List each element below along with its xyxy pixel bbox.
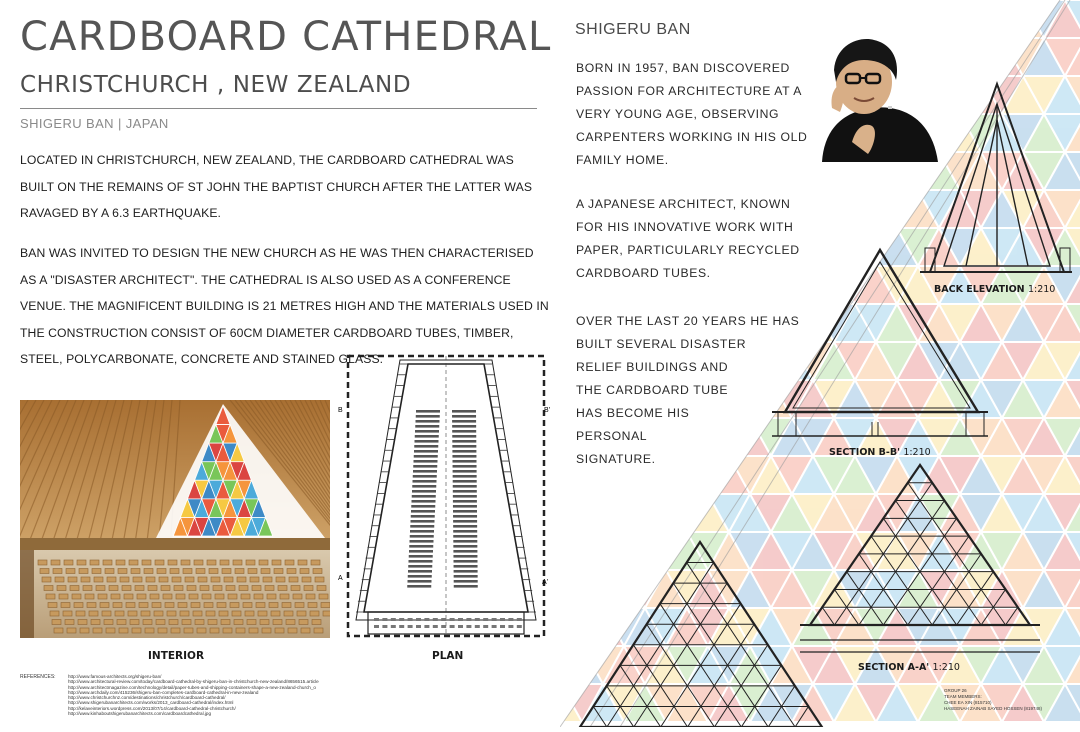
description-paragraph-1: LOCATED IN CHRISTCHURCH, NEW ZEALAND, THE CARDBOARD CATHEDRAL WAS BUILT ON THE REMAINS OF ST JOHN THE BAPTIST CHURCH AFTER THE LATTER WAS RAVAGED BY A 6.3 EARTHQUAKE. <box>20 153 533 220</box>
reference-link[interactable]: http://kelaveinteriors.wordpress.com/2013/07/14/cardboard-cathedral-christchurch/ <box>68 705 236 711</box>
title-divider <box>20 108 537 109</box>
team-members-label: TEAM MEMBERS: <box>944 694 982 699</box>
plan-caption: PLAN <box>432 650 464 662</box>
section-bb-title: SECTION B-B' <box>829 447 900 458</box>
plan-marker-a-left: A <box>338 575 343 582</box>
plan-marker-b-left: B <box>338 407 343 414</box>
section-bb-label <box>829 447 931 458</box>
architect-byline: SHIGERU BAN | JAPAN <box>20 116 169 131</box>
architect-portrait <box>812 30 942 162</box>
reference-link[interactable]: http://www.architectural-review.com/today/cardboard-cathedral-by-shigeru-ban-in-christchurch-new-zealand/8656515.article <box>68 679 319 685</box>
team-member-1: CHEE EA XIN (815710) <box>944 700 992 705</box>
group-number: GROUP 26 <box>944 688 967 693</box>
team-info <box>944 688 1042 712</box>
reference-link[interactable]: http://www.archdaily.com/415236/shigeru-ban-completes-cardboard-cathedral-in-new-zealand <box>68 689 259 695</box>
biography-paragraph-1: BORN IN 1957, BAN DISCOVERED PASSION FOR ARCHITECTURE AT A VERY YOUNG AGE, OBSERVING CARPENTERS WORKING IN HIS OLD FAMILY HOME. <box>576 61 808 167</box>
reference-link[interactable]: http://www.christchurchnz.com/destinations/christchurch/cardboard-cathedral/ <box>68 695 226 701</box>
floor-plan-svg <box>338 350 554 642</box>
team-member-2: HASEENAH ZAINAB SAYED HOSSEN (819748) <box>944 706 1042 711</box>
biography-paragraph-3: OVER THE LAST 20 YEARS HE HAS BUILT SEVERAL DISASTER RELIEF BUILDINGS AND THE CARDBOARD TUBE HAS BECOME HIS PERSONAL SIGNATURE. <box>576 314 800 466</box>
plan-marker-a-right: A' <box>542 579 549 586</box>
architect-name: SHIGERU BAN <box>575 21 691 38</box>
references-label: REFERENCES: <box>20 674 56 680</box>
section-aa-scale: 1:210 <box>932 662 960 673</box>
reference-link[interactable]: http://www.famous-architects.org/shigeru-ban/ <box>68 674 162 679</box>
poster-subtitle: CHRISTCHURCH , NEW ZEALAND <box>20 72 412 98</box>
plan-marker-b-right: B' <box>544 407 551 414</box>
section-bb-scale: 1:210 <box>903 447 931 458</box>
reference-link[interactable]: http://www.architectmagazine.com/technology/detail/paper-tubes-and-shipping-containers-shape-a-new-zealand-church_o <box>68 684 316 690</box>
section-aa-title: SECTION A-A' <box>858 662 930 673</box>
interior-photo <box>20 400 330 638</box>
interior-caption: INTERIOR <box>148 650 205 662</box>
floor-plan-drawing <box>338 350 554 642</box>
section-aa-label <box>858 662 960 673</box>
description-paragraph-2: BAN WAS INVITED TO DESIGN THE NEW CHURCH AS HE WAS THEN CHARACTERISED AS A "DISASTER ARCHITECT". THE CATHEDRAL IS ALSO USED AS A CONFERENCE VENUE. THE MAGNIFICENT BUILDING IS 21 METRES HIGH AND THE MATERIALS USED IN THE CONSTRUCTION CONSIST OF 60CM DIAMETER CARDBOARD TUBES, TIMBER, STEEL, POLYCARBONATE, CONCRETE AND STAINED GLASS. <box>20 246 549 366</box>
reference-link[interactable]: http://www.shigerubanarchitects.com/works/2013_cardboard-cathedral/index.html <box>68 700 234 706</box>
poster-title: CARDBOARD CATHEDRAL <box>20 14 552 60</box>
references-list <box>68 674 498 726</box>
back-elevation-scale: 1:210 <box>1027 284 1056 295</box>
back-elevation-title: BACK ELEVATION <box>934 284 1025 295</box>
portrait-illustration <box>812 30 942 162</box>
back-elevation-label <box>934 284 1055 295</box>
biography-paragraph-2: A JAPANESE ARCHITECT, KNOWN FOR HIS INNOVATIVE WORK WITH PAPER, PARTICULARLY RECYCLED CARDBOARD TUBES. <box>576 197 800 280</box>
reference-link[interactable]: http://www.kinhaboutshigerubanarchitects.com/cardboardcathedral.jpg <box>68 711 211 717</box>
interior-photo-illustration <box>20 400 330 638</box>
